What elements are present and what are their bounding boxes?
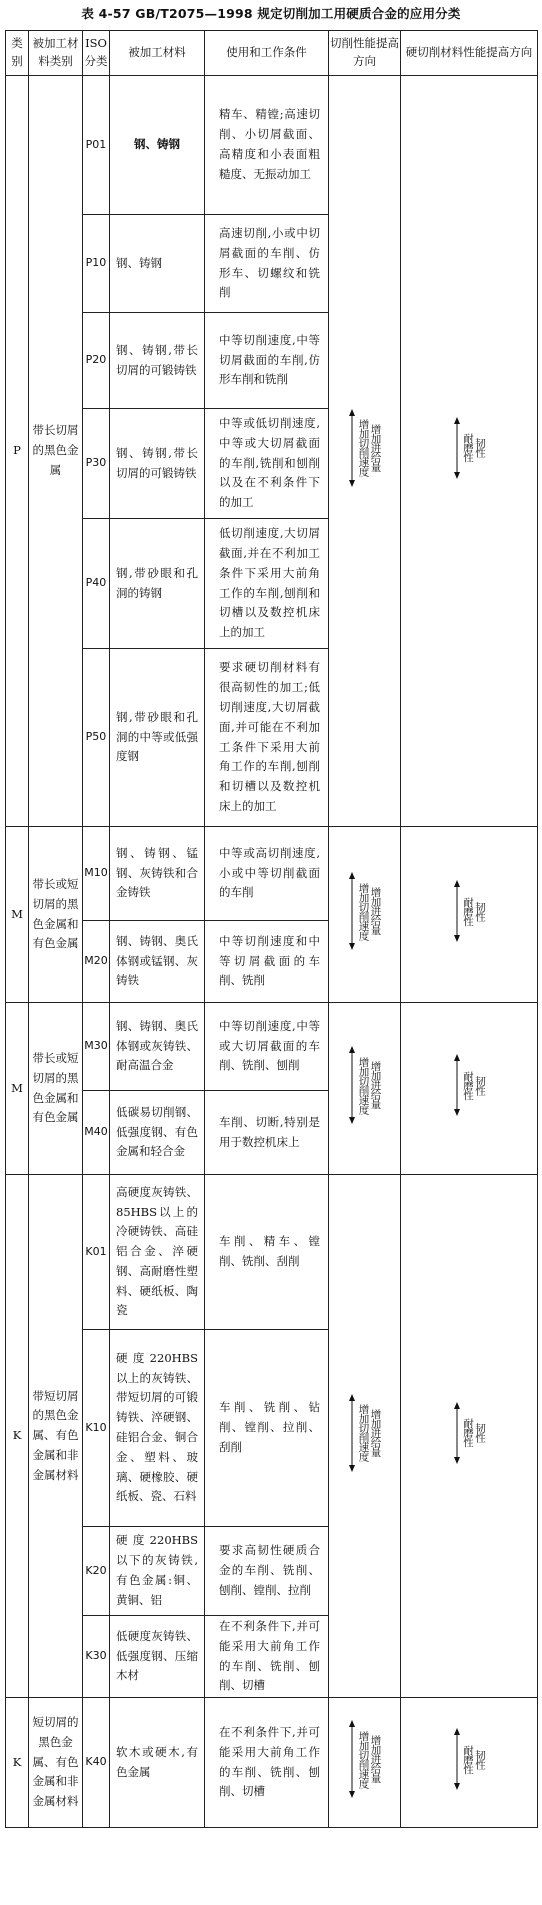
feed-label: 增加进给量 [369,887,382,935]
table-row [6,1003,538,1091]
table-row [6,1175,538,1330]
use-cell: 中等或低切削速度,中等或大切屑截面的车削,铣削和刨削以及在不利条件下的加工 [205,409,329,519]
double-arrow-icon [453,1401,461,1465]
tool-direction-indicator [453,1053,485,1117]
feed-label: 增加进给量 [369,1735,382,1783]
iso-cell: P01 [83,76,110,215]
material-cell: 硬度220HBS以下的灰铸铁,有色金属:铜、黄铜、铝 [110,1527,205,1616]
wear-label: 耐磨性 [462,1418,474,1447]
header-cut-direction: 切削性能提高方向 [329,31,401,76]
use-cell: 低切削速度,大切屑截面,并在不利加工条件下采用大前角工作的车削,刨削和切槽以及数控机床上的加工 [205,519,329,649]
iso-cell: P30 [83,409,110,519]
category-cell: M [6,827,29,1003]
use-cell: 中等切削速度,中等或大切屑截面的车削、铣削、刨削 [205,1003,329,1091]
speed-label: 增加切削速度 [357,882,370,940]
cut-direction-cell [329,76,401,827]
double-arrow-icon [453,416,461,480]
wear-label: 耐磨性 [462,1070,474,1100]
header-material: 被加工材料 [110,31,205,76]
material-cell: 钢、铸钢 [110,215,205,313]
use-cell: 要求高韧性硬质合金的车削、铣削、刨削、镗削、拉削 [205,1527,329,1616]
header-use: 使用和工作条件 [205,31,329,76]
feed-label: 增加进给量 [369,423,382,472]
material-cell: 钢,带砂眼和孔洞的铸钢 [110,519,205,649]
iso-cell: M40 [83,1091,110,1175]
tool-direction-indicator [453,1401,485,1465]
wear-label: 耐磨性 [462,433,474,462]
toughness-label: 韧性 [474,1749,487,1769]
category-cell: K [6,1698,29,1828]
speed-label: 增加切削速度 [357,419,370,477]
tool-direction-indicator [453,416,485,480]
double-arrow-icon [348,1719,356,1799]
double-arrow-icon [348,408,356,488]
cut-direction-indicator [348,871,380,951]
cut-direction-cell [329,1175,401,1698]
group-cell: 短切屑的黑色金属、有色金属和非金属材料 [29,1698,83,1828]
group-cell: 带长或短切屑的黑色金属和有色金属 [29,827,83,1003]
cut-direction-cell [329,827,401,1003]
use-cell: 车削、铣削、钻削、镗削、拉削、刮削 [205,1330,329,1527]
wear-label: 耐磨性 [462,896,474,926]
group-cell: 带长或短切屑的黑色金属和有色金属 [29,1003,83,1175]
tool-direction-cell [401,1003,538,1175]
use-cell: 中等或高切削速度,小或中等切削截面的车削 [205,827,329,921]
use-cell: 车削、切断,特别是用于数控机床上 [205,1091,329,1175]
material-cell: 钢、铸钢、锰钢、灰铸铁和合金铸铁 [110,827,205,921]
toughness-label: 韧性 [474,1075,487,1095]
use-cell: 在不利条件下,并可能采用大前角工作的车削、铣削、刨削、切槽 [205,1616,329,1698]
material-cell: 钢,带砂眼和孔洞的中等或低强度钢 [110,649,205,827]
category-cell: M [6,1003,29,1175]
material-cell: 钢、铸钢 [110,76,205,215]
iso-cell: K10 [83,1330,110,1527]
use-cell: 在不利条件下,并可能采用大前角工作的车削、铣削、刨削、切槽 [205,1698,329,1828]
use-cell: 高速切削,小或中切屑截面的车削、仿形车、切螺纹和铣削 [205,215,329,313]
cut-direction-indicator [348,1719,380,1799]
wear-label: 耐磨性 [462,1744,474,1774]
tool-direction-indicator [453,1727,485,1791]
double-arrow-icon [453,1727,461,1791]
iso-cell: P20 [83,313,110,409]
toughness-label: 韧性 [474,1423,487,1443]
iso-cell: P50 [83,649,110,827]
iso-cell: K01 [83,1175,110,1330]
category-cell: P [6,76,29,827]
material-cell: 钢、铸钢、奥氏体钢或锰钢、灰铸铁 [110,921,205,1003]
header-category: 类别 [6,31,29,76]
tool-direction-cell [401,827,538,1003]
category-cell: K [6,1175,29,1698]
cut-direction-cell [329,1698,401,1828]
use-cell: 精车、精镗;高速切削、小切屑截面、高精度和小表面粗糙度、无振动加工 [205,76,329,215]
header-group: 被加工材料类别 [29,31,83,76]
group-cell: 带短切屑的黑色金属、有色金属和非金属材料 [29,1175,83,1698]
speed-label: 增加切削速度 [357,1730,370,1788]
iso-cell: K40 [83,1698,110,1828]
cut-direction-cell [329,1003,401,1175]
feed-label: 增加进给量 [369,1061,382,1109]
iso-cell: M10 [83,827,110,921]
tool-direction-indicator [453,879,485,943]
cut-direction-indicator [348,1393,380,1473]
table-title: 表 4-57 GB/T2075—1998 规定切削加工用硬质合金的应用分类 [81,6,461,21]
double-arrow-icon [348,871,356,951]
tool-direction-cell [401,76,538,827]
toughness-label: 韧性 [474,438,487,458]
use-cell: 要求硬切削材料有很高韧性的加工;低切削速度,大切屑截面,并可能在不利加工条件下采用大前角工作的车削,刨削和切槽以及数控机床上的加工 [205,649,329,827]
speed-label: 增加切削速度 [357,1056,370,1114]
carbide-classification-table [5,30,538,1828]
iso-cell: K20 [83,1527,110,1616]
material-cell: 低硬度灰铸铁、低强度钢、压缩木材 [110,1616,205,1698]
iso-cell: M20 [83,921,110,1003]
group-cell: 带长切屑的黑色金属 [29,76,83,827]
header-iso: ISO分类 [83,31,110,76]
material-cell: 软木或硬木,有色金属 [110,1698,205,1828]
cut-direction-indicator [348,408,380,488]
material-cell: 硬度220HBS以上的灰铸铁、带短切屑的可锻铸铁、淬硬钢、硅铝合金、铜合金、塑料、玻璃、硬橡胶、硬纸板、瓷、石料 [110,1330,205,1527]
double-arrow-icon [348,1393,356,1473]
table-row [6,1698,538,1828]
table-row [6,76,538,215]
iso-cell: P10 [83,215,110,313]
iso-cell: K30 [83,1616,110,1698]
material-cell: 钢、铸钢、奥氏体钢或灰铸铁、耐高温合金 [110,1003,205,1091]
iso-cell: M30 [83,1003,110,1091]
header-row [6,31,538,76]
use-cell: 中等切削速度,中等切屑截面的车削,仿形车削和铣削 [205,313,329,409]
double-arrow-icon [348,1045,356,1125]
material-cell: 高硬度灰铸铁、85HBS以上的冷硬铸铁、高硅铝合金、淬硬钢、高耐磨性塑料、硬纸板、陶瓷 [110,1175,205,1330]
cut-direction-indicator [348,1045,380,1125]
material-cell: 低碳易切削钢、低强度钢、有色金属和轻合金 [110,1091,205,1175]
use-cell: 车削、精车、镗削、铣削、刮削 [205,1175,329,1330]
use-cell: 中等切削速度和中等切屑截面的车削、铣削 [205,921,329,1003]
header-tool-direction: 硬切削材料性能提高方向 [401,31,538,76]
feed-label: 增加进给量 [369,1408,382,1457]
iso-cell: P40 [83,519,110,649]
toughness-label: 韧性 [474,901,487,921]
double-arrow-icon [453,1053,461,1117]
tool-direction-cell [401,1698,538,1828]
double-arrow-icon [453,879,461,943]
material-cell: 钢、铸钢,带长切屑的可锻铸铁 [110,313,205,409]
table-row [6,827,538,921]
speed-label: 增加切削速度 [357,1404,370,1462]
tool-direction-cell [401,1175,538,1698]
material-cell: 钢、铸钢,带长切屑的可锻铸铁 [110,409,205,519]
